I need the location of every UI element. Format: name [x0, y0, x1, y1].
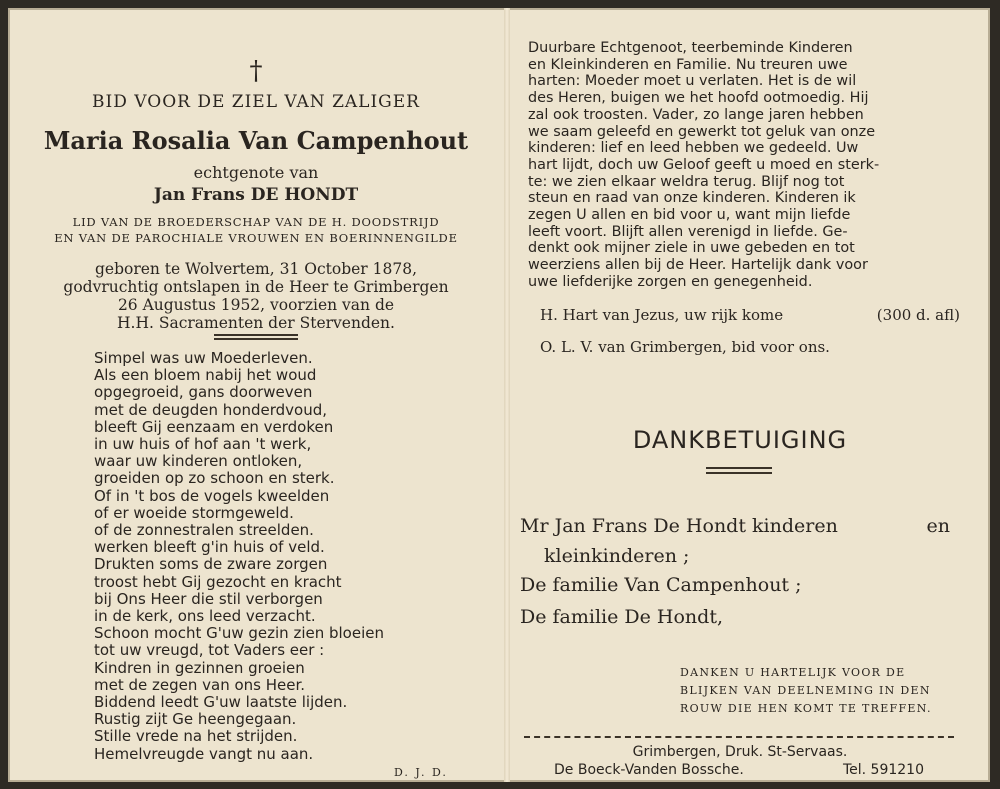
poem-line: Schoon mocht G'uw gezin zien bloeien [94, 624, 384, 643]
thanks-line: BLIJKEN VAN DEELNEMING IN DEN [680, 684, 931, 697]
membership-text [38, 214, 474, 246]
poem-line: werken bleeft g'in huis of veld. [94, 538, 325, 557]
family-line: De familie Van Campenhout ; [520, 574, 802, 596]
printer-name: De Boeck-Vanden Bossche. [554, 762, 744, 778]
spouse-prefix: echtgenote van [193, 163, 319, 182]
poem-line: in uw huis of hof aan 't werk, [94, 435, 312, 454]
family-line: De familie De Hondt, [520, 606, 724, 628]
poem-line: groeiden op zo schoon en sterk. [94, 469, 335, 488]
thanks-text [680, 664, 942, 718]
birth-line: geboren te Wolvertem, 31 October 1878, [94, 260, 418, 278]
prayer-line: O. L. V. van Grimbergen, bid voor ons. [540, 338, 830, 356]
thanks-line: ROUW DIE HEN KOMT TE TREFFEN. [680, 702, 932, 715]
deceased-name: Maria Rosalia Van Campenhout [43, 126, 469, 155]
dotted-divider [524, 736, 954, 738]
divider [214, 338, 298, 340]
poem-line: Als een bloem nabij het woud [94, 366, 317, 385]
poem-line: Biddend leedt G'uw laatste lijden. [94, 693, 348, 712]
birth-line: H.H. Sacramenten der Stervenden. [117, 314, 395, 332]
left-panel [8, 8, 504, 782]
poem-line: of er woeide stormgeweld. [94, 503, 294, 522]
poem-line: tot uw vreugd, tot Vaders eer : [94, 641, 325, 660]
farewell-line: uwe liefderijke zorgen en genegenheid. [528, 273, 813, 290]
poem-line: opgegroeid, gans doorweven [94, 383, 313, 402]
farewell-line: hart lijdt, doch uw Geloof geeft u moed en sterk- [528, 156, 880, 173]
farewell-line: harten: Moeder moet u verlaten. Het is de wil [528, 73, 857, 90]
printer-info: Grimbergen, Druk. St-Servaas. [632, 744, 848, 760]
poem-line: Simpel was uw Moederleven. [94, 349, 313, 367]
poem-line: troost hebt Gij gezocht en kracht [94, 572, 342, 591]
indulgence-note: (300 d. afl) [876, 306, 960, 324]
membership-line: LID VAN DE BROEDERSCHAP VAN DE H. DOODSTRIJD [72, 215, 440, 229]
farewell-line: des Heren, buigen we het hoofd ootmoedig. Hij [528, 90, 869, 107]
birth-line: 26 Augustus 1952, voorzien van de [117, 296, 395, 314]
divider [706, 472, 772, 474]
farewell-line: te: we zien elkaar weldra terug. Blijf nog tot [528, 173, 845, 190]
poem-line: bleeft Gij eenzaam en verdoken [94, 417, 334, 436]
poem-line: Drukten soms de zware zorgen [94, 555, 328, 574]
intro-line: BID VOOR DE ZIEL VAN ZALIGER [92, 92, 420, 112]
prayer-line [540, 306, 960, 324]
family-line: kleinkinderen ; [544, 545, 690, 567]
poem [94, 350, 454, 763]
farewell-line: Duurbare Echtgenoot, teerbeminde Kinderen [528, 40, 853, 56]
farewell-line: weerziens allen bij de Heer. Hartelijk dank voor [528, 257, 868, 274]
family-text: en [926, 515, 950, 537]
thanks-line: DANKEN U HARTELIJK VOOR DE [680, 666, 906, 679]
spouse-name: Jan Frans DE HONDT [153, 185, 359, 205]
poem-line: Kindren in gezinnen groeien [94, 658, 305, 677]
thanks-title: DANKBETUIGING [632, 426, 848, 454]
farewell-line: zegen U allen en bid voor u, want mijn liefde [528, 207, 851, 224]
poem-line: Hemelvreugde vangt nu aan. [94, 744, 314, 763]
birth-line: godvruchtig ontslapen in de Heer te Grimbergen [63, 278, 449, 296]
farewell-line: en Kleinkinderen en Familie. Nu treuren uwe [528, 56, 848, 73]
farewell-line: zal ook troosten. Vader, zo lange jaren hebben [528, 106, 864, 123]
prayer-text: H. Hart van Jezus, uw rijk kome [540, 306, 784, 324]
family-text: Mr Jan Frans De Hondt kinderen [520, 515, 838, 537]
poem-line: waar uw kinderen ontloken, [94, 452, 303, 471]
poem-line: bij Ons Heer die stil verborgen [94, 589, 323, 608]
poem-line: met de zegen van ons Heer. [94, 675, 306, 694]
farewell-line: leeft voort. Blijft allen verenigd in liefde. Ge- [528, 223, 848, 240]
printer-info [554, 762, 924, 778]
farewell-line: kinderen: lief en leed hebben we gedeeld. Uw [528, 140, 859, 157]
poem-line: Stille vrede na het strijden. [94, 727, 298, 746]
divider [214, 334, 298, 336]
birth-death-text [38, 260, 474, 332]
farewell-line: steun en raad van onze kinderen. Kinderen ik [528, 190, 856, 207]
farewell-text [528, 40, 958, 291]
poem-line: Rustig zijt Ge heengegaan. [94, 710, 297, 729]
poem-line: in de kerk, ons leed verzacht. [94, 607, 316, 626]
farewell-line: we saam geleefd en gewerkt tot geluk van onze [528, 123, 876, 140]
poem-line: Of in 't bos de vogels kweelden [94, 486, 330, 505]
memorial-card [8, 8, 990, 782]
divider [706, 467, 772, 469]
farewell-line: denkt ook mijner ziele in uwe gebeden en tot [528, 240, 855, 257]
membership-line: EN VAN DE PAROCHIALE VROUWEN EN BOERINNENGILDE [54, 231, 458, 245]
cross-symbol: † [249, 56, 263, 86]
family-line [520, 515, 950, 537]
poem-line: met de deugden honderdvoud, [94, 400, 328, 419]
printer-phone: Tel. 591210 [842, 762, 924, 778]
right-panel [510, 8, 990, 782]
poem-line: of de zonnestralen streelden. [94, 521, 314, 540]
initials: D. J. D. [394, 766, 448, 779]
